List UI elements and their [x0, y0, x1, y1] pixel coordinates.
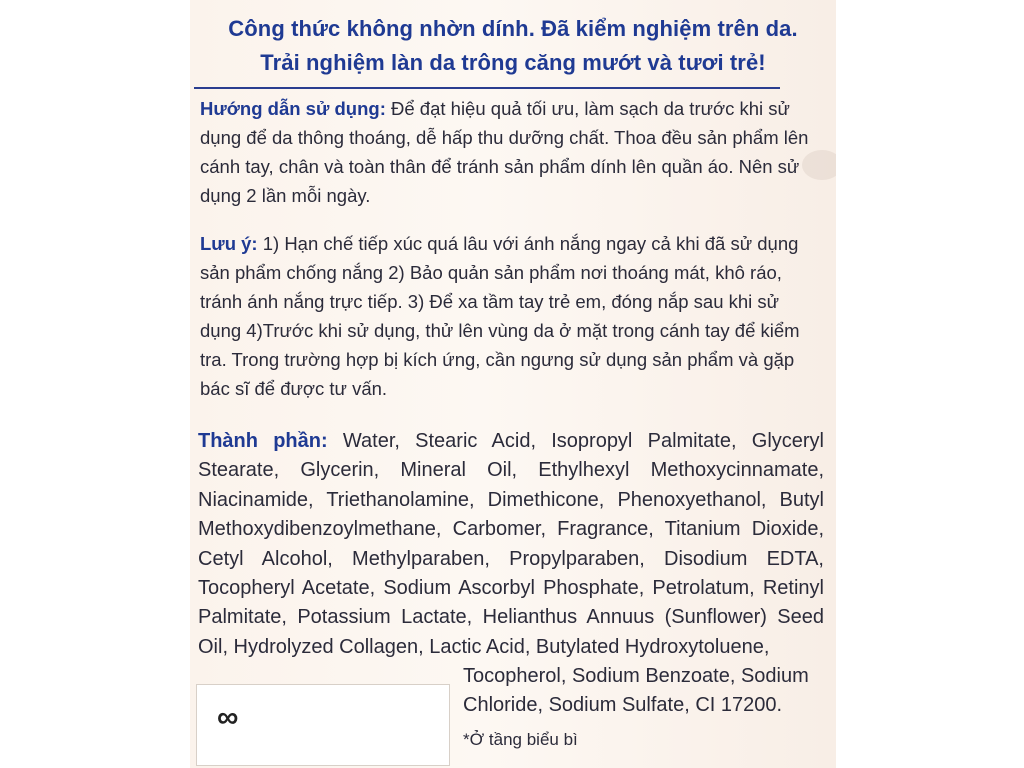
- usage-label: Hướng dẫn sử dụng:: [200, 98, 386, 119]
- note-text: 1) Hạn chế tiếp xúc quá lâu với ánh nắng ngay cả khi đã sử dụng sản phẩm chống nắng 2) Bảo quản sản phẩm nơi thoáng mát, khô ráo, tránh ánh nắng trực tiếp. 3) Để xa tầm tay trẻ em, đóng nắp sau khi sử dụng 4)Trước khi sử dụng, thử lên vùng da ở mặt trong cánh tay để kiểm tra. Trong trường hợp bị kích ứng, cần ngưng sử dụng sản phẩm và gặp bác sĩ để được tư vấn.: [200, 233, 800, 399]
- recycle-symbol-panel: [196, 684, 450, 766]
- usage-text: Để đạt hiệu quả tối ưu, làm sạch da trước khi sử dụng để da thông thoáng, dễ hấp thu dưỡng chất. Thoa đều sản phẩm lên cánh tay, chân và toàn thân để tránh sản phẩm dính lên quần áo. Nên sử dụng 2 lần mỗi ngày.: [200, 98, 809, 206]
- divider-rule: [194, 87, 780, 89]
- note-paragraph: [200, 229, 820, 403]
- footnote: *Ở tầng biểu bì: [463, 730, 578, 749]
- usage-paragraph: [200, 94, 820, 210]
- infinity-icon: ∞: [217, 701, 239, 734]
- product-label: [190, 0, 836, 768]
- ingredients-tail: Tocopherol, Sodium Benzoate, Sodium Chloride, Sodium Sulfate, CI 17200.: [463, 665, 809, 717]
- headline-line-1: Công thức không nhờn dính. Đã kiểm nghiệm trên da.: [228, 16, 798, 41]
- ingredients-paragraph: [198, 427, 824, 662]
- ingredients-label: Thành phần:: [198, 430, 328, 452]
- ingredients-text: Water, Stearic Acid, Isopropyl Palmitate, Glyceryl Stearate, Glycerin, Mineral Oil, Ethylhexyl Methoxycinnamate, Niacinamide, Triethanolamine, Dimethicone, Phenoxyethanol, Butyl Methoxydibenzoylmethane, Carbomer, Fragrance, Titanium Dioxide, Cetyl Alcohol, Methylparaben, Propylparaben, Disodium EDTA, Tocopheryl Acetate, Sodium Ascorbyl Phosphate, Petrolatum, Retinyl Palmitate, Potassium Lactate, Helianthus Annuus (Sunflower) Seed Oil, Hydrolyzed Collagen, Lactic Acid, Butylated Hydroxytoluene,: [198, 430, 824, 658]
- note-label: Lưu ý:: [200, 233, 258, 254]
- headline-line-2: Trải nghiệm làn da trông căng mướt và tươi trẻ!: [260, 50, 766, 75]
